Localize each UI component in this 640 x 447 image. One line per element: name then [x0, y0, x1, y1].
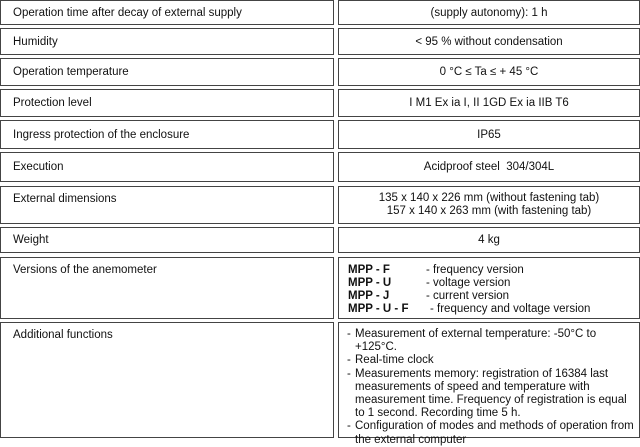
value-weight [338, 227, 640, 253]
label-ingress-protection [0, 120, 334, 149]
row-label: Versions of the anemometer [13, 264, 157, 276]
function-text: Measurements memory: registration of 16384 last measurements of speed and temperature with measurement time. Frequency of registration is equal to 1 second. Recording time 5 h. [355, 367, 627, 420]
version-desc: - current version [426, 290, 510, 302]
row-value: IP65 [477, 128, 501, 141]
row-value: I M1 Ex ia I, II 1GD Ex ia IIB T6 [409, 97, 569, 109]
function-item: - Configuration of modes and methods of operation from the external computer [347, 420, 634, 446]
value-humidity [338, 28, 640, 55]
row-label: Weight [13, 234, 49, 246]
value-additional-functions [338, 322, 640, 446]
version-item [348, 303, 639, 316]
dimension-line: 157 x 140 x 263 mm (with fastening tab) [386, 205, 592, 217]
version-desc: - frequency version [426, 264, 524, 276]
label-protection-level [0, 89, 334, 117]
row-value: Acidproof steel 304/304L [423, 161, 555, 173]
function-text: Measurement of external temperature: -50°C to +125°C. [355, 328, 597, 354]
version-code: MPP - J [348, 290, 390, 302]
row-label: Ingress protection of the enclosure [13, 128, 190, 141]
version-item [348, 277, 639, 290]
value-external-dimensions [338, 186, 640, 224]
value-operation-temperature [338, 58, 640, 86]
version-item [348, 264, 639, 277]
label-operation-temperature [0, 58, 334, 86]
value-execution [338, 152, 640, 182]
version-code: MPP - U - F [348, 303, 409, 315]
row-label: Additional functions [13, 329, 113, 341]
row-value: (supply autonomy): 1 h [430, 6, 548, 19]
row-label: Operation time after decay of external supply [13, 6, 242, 19]
version-code: MPP - F [348, 264, 390, 276]
version-desc: - voltage version [426, 277, 511, 289]
row-label: Protection level [13, 97, 92, 109]
label-humidity [0, 28, 334, 55]
function-item: - Real-time clock [347, 354, 434, 367]
value-versions [338, 257, 640, 319]
row-value: 4 kg [478, 234, 500, 246]
value-protection-level [338, 89, 640, 117]
label-weight [0, 227, 334, 253]
function-item: - Measurements memory: registration of 16384 last measurements of speed and temperature with measurement time. Frequency of registration is equal to 1 second. Recording time 5 h. [347, 368, 635, 421]
function-text: Configuration of modes and methods of operation from the external computer [355, 420, 634, 446]
row-value: < 95 % without condensation [415, 35, 563, 48]
label-versions [0, 257, 334, 319]
row-label: Operation temperature [13, 66, 129, 78]
value-operation-time [338, 0, 640, 25]
value-ingress-protection [338, 120, 640, 149]
label-external-dimensions [0, 186, 334, 224]
label-operation-time [0, 0, 334, 25]
version-desc: - frequency and voltage version [430, 303, 591, 315]
version-code: MPP - U [348, 277, 392, 289]
label-execution [0, 152, 334, 182]
row-label: Humidity [13, 35, 58, 48]
row-value: 0 °C ≤ Ta ≤ + 45 °C [439, 66, 539, 78]
version-item [348, 290, 639, 303]
row-label: Execution [13, 161, 64, 173]
dimension-line: 135 x 140 x 226 mm (without fastening tab) [378, 192, 600, 204]
row-label: External dimensions [13, 193, 117, 205]
label-additional-functions [0, 322, 334, 438]
function-item: - Measurement of external temperature: -50°C to +125°C. [347, 328, 635, 354]
function-text: Real-time clock [355, 354, 434, 367]
